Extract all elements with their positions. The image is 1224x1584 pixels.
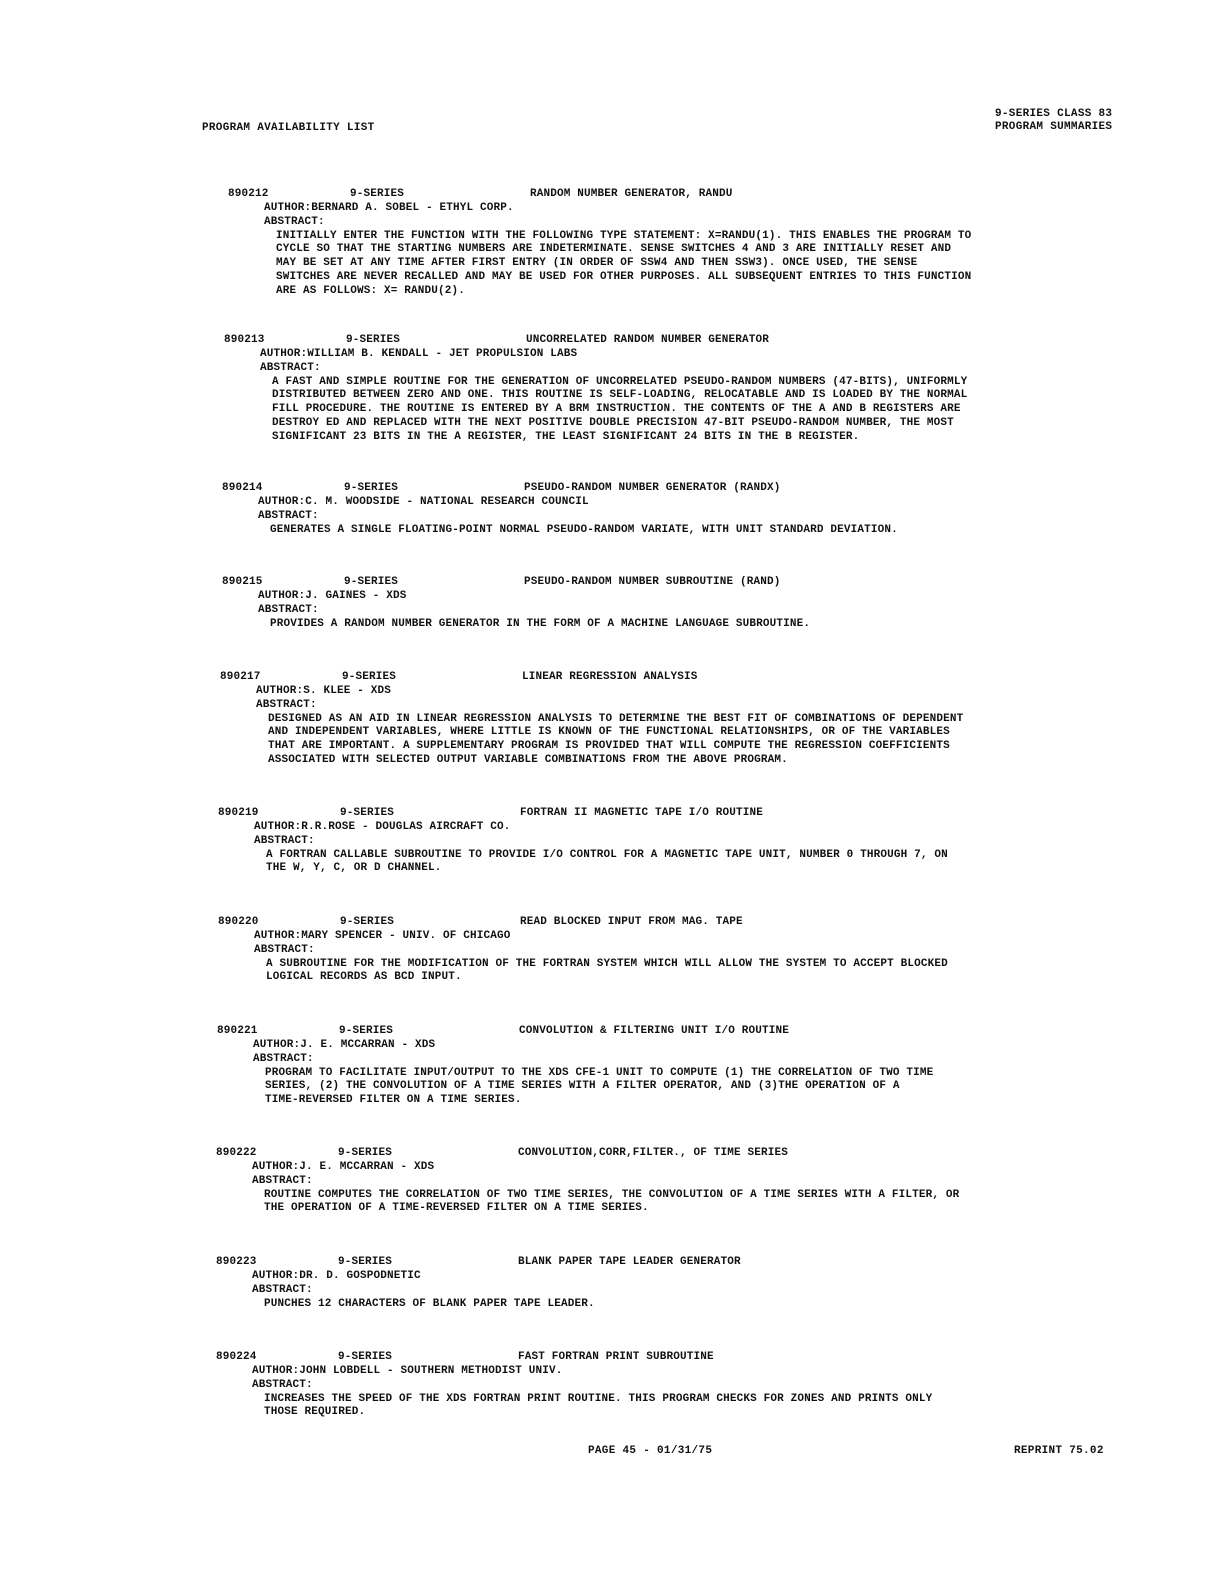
class-label: 9-SERIES CLASS 83: [995, 108, 1113, 120]
program-abstract: PROGRAM TO FACILITATE INPUT/OUTPUT TO THE XDS CFE-1 UNIT TO COMPUTE (1) THE CORRELATION OF TWO TIME SERIES, (2) THE CONVOLUTION OF A TIME SERIES WITH A FILTER OPERATOR, AND (3)THE OPERATION OF A TIME-REVERSED FILTER ON A TIME SERIES.: [265, 1066, 934, 1107]
program-series: 9-SERIES: [350, 188, 405, 200]
program-id: 890212: [228, 188, 269, 200]
program-abstract: GENERATES A SINGLE FLOATING-POINT NORMAL PSEUDO-RANDOM VARIATE, WITH UNIT STANDARD DEVIATION.: [270, 523, 898, 536]
program-title: CONVOLUTION & FILTERING UNIT I/O ROUTINE: [519, 1025, 790, 1037]
program-entry: [217, 1025, 933, 1108]
program-author: AUTHOR:J. E. MCCARRAN - XDS: [252, 1161, 435, 1173]
program-abstract: PUNCHES 12 CHARACTERS OF BLANK PAPER TAPE LEADER.: [264, 1297, 595, 1310]
abstract-label: ABSTRACT:: [254, 834, 315, 847]
abstract-label: ABSTRACT:: [252, 1283, 313, 1296]
reprint-label: REPRINT 75.02: [1014, 1445, 1104, 1457]
program-series: 9-SERIES: [340, 807, 395, 819]
program-title: READ BLOCKED INPUT FROM MAG. TAPE: [520, 916, 743, 928]
program-series: 9-SERIES: [346, 334, 401, 346]
program-id: 890217: [220, 671, 261, 683]
abstract-label: ABSTRACT:: [264, 215, 325, 228]
program-abstract: INCREASES THE SPEED OF THE XDS FORTRAN PRINT ROUTINE. THIS PROGRAM CHECKS FOR ZONES AND PRINTS ONLY THOSE REQUIRED.: [264, 1392, 933, 1419]
abstract-label: ABSTRACT:: [252, 1378, 313, 1391]
program-author: AUTHOR:C. M. WOODSIDE - NATIONAL RESEARCH COUNCIL: [258, 496, 589, 508]
program-series: 9-SERIES: [338, 1147, 393, 1159]
abstract-label: ABSTRACT:: [256, 698, 317, 711]
program-series: 9-SERIES: [342, 671, 397, 683]
program-author: AUTHOR:JOHN LOBDELL - SOUTHERN METHODIST UNIV.: [252, 1365, 563, 1377]
program-title: FAST FORTRAN PRINT SUBROUTINE: [518, 1351, 714, 1363]
program-abstract: DESIGNED AS AN AID IN LINEAR REGRESSION ANALYSIS TO DETERMINE THE BEST FIT OF COMBINATIONS OF DEPENDENT AND INDEPENDENT VARIABLES, WHERE LITTLE IS KNOWN OF THE FUNCTIONAL RELATIONSHIPS, OR OF THE VARIABLES THAT ARE IMPORTANT. A SUPPLEMENTARY PROGRAM IS PROVIDED THAT WILL COMPUTE THE REGRESSION COEFFICIENTS ASSOCIATED WITH SELECTED OUTPUT VARIABLE COMBINATIONS FROM THE ABOVE PROGRAM.: [268, 712, 964, 766]
program-series: 9-SERIES: [340, 916, 395, 928]
program-id: 890223: [216, 1256, 257, 1268]
program-id: 890221: [217, 1025, 258, 1037]
program-entry: [224, 334, 967, 445]
program-series: 9-SERIES: [338, 1351, 393, 1363]
program-title: UNCORRELATED RANDOM NUMBER GENERATOR: [526, 334, 770, 346]
page-number: PAGE 45 - 01/31/75: [588, 1445, 713, 1457]
program-title: BLANK PAPER TAPE LEADER GENERATOR: [518, 1256, 741, 1268]
program-author: AUTHOR:J. E. MCCARRAN - XDS: [253, 1039, 436, 1051]
program-abstract: A FAST AND SIMPLE ROUTINE FOR THE GENERATION OF UNCORRELATED PSEUDO-RANDOM NUMBERS (47-BITS), UNIFORMLY DISTRIBUTED BETWEEN ZERO AND ONE. THIS ROUTINE IS SELF-LOADING, RELOCATABLE AND IS LOADED BY THE NORMAL FILL PROCEDURE. THE ROUTINE IS ENTERED BY A BRM INSTRUCTION. THE CONTENTS OF THE A AND B REGISTERS ARE DESTROY ED AND REPLACED WITH THE NEXT POSITIVE DOUBLE PRECISION 47-BIT PSEUDO-RANDOM NUMBER, THE MOST SIGNIFICANT 23 BITS IN THE A REGISTER, THE LEAST SIGNIFICANT 24 BITS IN THE B REGISTER.: [272, 375, 968, 443]
program-id: 890222: [216, 1147, 257, 1159]
program-title: RANDOM NUMBER GENERATOR, RANDU: [530, 188, 733, 200]
summaries-label: PROGRAM SUMMARIES: [995, 121, 1113, 133]
abstract-label: ABSTRACT:: [254, 943, 315, 956]
program-id: 890214: [222, 482, 263, 494]
program-abstract: PROVIDES A RANDOM NUMBER GENERATOR IN THE FORM OF A MACHINE LANGUAGE SUBROUTINE.: [270, 617, 811, 630]
program-entry: [222, 482, 898, 537]
program-title: FORTRAN II MAGNETIC TAPE I/O ROUTINE: [520, 807, 764, 819]
program-entry: [216, 1351, 932, 1420]
program-entry: [216, 1147, 959, 1216]
program-id: 890224: [216, 1351, 257, 1363]
program-title: LINEAR REGRESSION ANALYSIS: [522, 671, 698, 683]
program-abstract: INITIALLY ENTER THE FUNCTION WITH THE FOLLOWING TYPE STATEMENT: X=RANDU(1). THIS ENABLES THE PROGRAM TO CYCLE SO THAT THE STARTING NUMBERS ARE INDETERMINATE. SENSE SWITCHES 4 AND 3 ARE INITIALLY RESET AND MAY BE SET AT ANY TIME AFTER FIRST ENTRY (IN ORDER OF SSW4 AND THEN SSW3). ONCE USED, THE SENSE SWITCHES ARE NEVER RECALLED AND MAY BE USED FOR OTHER PURPOSES. ALL SUBSEQUENT ENTRIES TO THIS FUNCTION ARE AS FOLLOWS: X= RANDU(2).: [276, 229, 972, 297]
program-entry: [218, 916, 948, 985]
program-id: 890219: [218, 807, 259, 819]
program-author: AUTHOR:MARY SPENCER - UNIV. OF CHICAGO: [254, 930, 511, 942]
program-title: PSEUDO-RANDOM NUMBER GENERATOR (RANDX): [524, 482, 781, 494]
program-series: 9-SERIES: [338, 1256, 393, 1268]
program-id: 890215: [222, 576, 263, 588]
program-series: 9-SERIES: [344, 482, 399, 494]
abstract-label: ABSTRACT:: [260, 361, 321, 374]
abstract-label: ABSTRACT:: [252, 1174, 313, 1187]
abstract-label: ABSTRACT:: [253, 1052, 314, 1065]
program-author: AUTHOR:S. KLEE - XDS: [256, 685, 392, 697]
program-series: 9-SERIES: [339, 1025, 394, 1037]
program-entry: [216, 1256, 741, 1311]
program-abstract: A SUBROUTINE FOR THE MODIFICATION OF THE FORTRAN SYSTEM WHICH WILL ALLOW THE SYSTEM TO ACCEPT BLOCKED LOGICAL RECORDS AS BCD INPUT.: [266, 957, 948, 984]
program-title: CONVOLUTION,CORR,FILTER., OF TIME SERIES: [518, 1147, 789, 1159]
program-abstract: A FORTRAN CALLABLE SUBROUTINE TO PROVIDE I/O CONTROL FOR A MAGNETIC TAPE UNIT, NUMBER 0 THROUGH 7, ON THE W, Y, C, OR D CHANNEL.: [266, 848, 948, 875]
class-heading: [995, 108, 1112, 134]
program-series: 9-SERIES: [344, 576, 399, 588]
program-id: 890220: [218, 916, 259, 928]
program-entry: [228, 188, 971, 299]
program-entry: [220, 671, 963, 768]
list-title: PROGRAM AVAILABILITY LIST: [202, 122, 375, 134]
program-author: AUTHOR:BERNARD A. SOBEL - ETHYL CORP.: [264, 202, 514, 214]
program-entry: [218, 807, 948, 876]
program-entry: [222, 576, 810, 631]
program-id: 890213: [224, 334, 265, 346]
program-author: AUTHOR:J. GAINES - XDS: [258, 590, 407, 602]
program-author: AUTHOR:DR. D. GOSPODNETIC: [252, 1270, 421, 1282]
program-title: PSEUDO-RANDOM NUMBER SUBROUTINE (RAND): [524, 576, 781, 588]
program-author: AUTHOR:WILLIAM B. KENDALL - JET PROPULSION LABS: [260, 348, 578, 360]
program-abstract: ROUTINE COMPUTES THE CORRELATION OF TWO TIME SERIES, THE CONVOLUTION OF A TIME SERIES WITH A FILTER, OR THE OPERATION OF A TIME-REVERSED FILTER ON A TIME SERIES.: [264, 1188, 960, 1215]
abstract-label: ABSTRACT:: [258, 603, 319, 616]
abstract-label: ABSTRACT:: [258, 509, 319, 522]
program-author: AUTHOR:R.R.ROSE - DOUGLAS AIRCRAFT CO.: [254, 821, 511, 833]
